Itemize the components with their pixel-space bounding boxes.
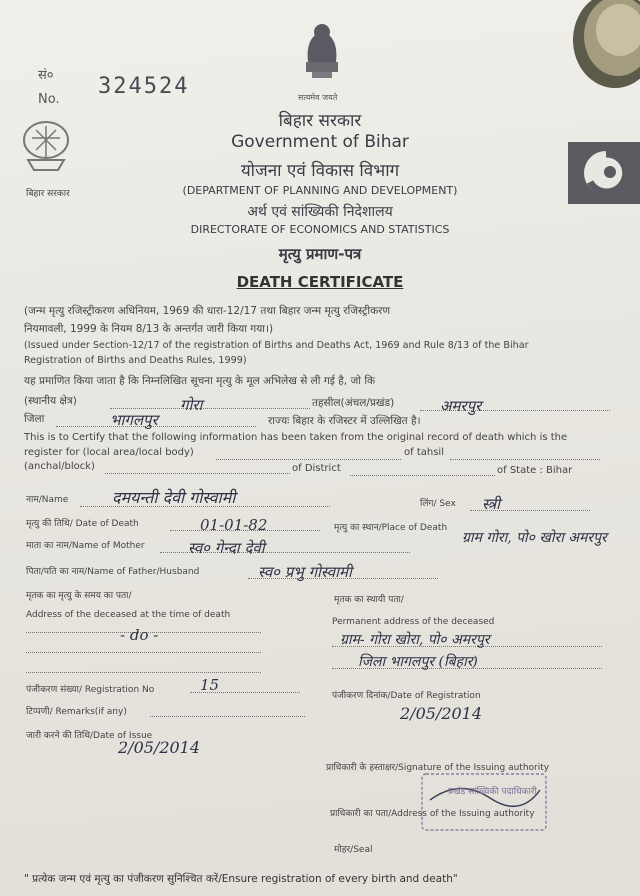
seal-label: मोहर/Seal (334, 845, 373, 855)
regdate-value: 2/05/2014 (400, 704, 483, 723)
mother-value: स्व० गेन्दा देवी (188, 539, 265, 557)
serial-number: 324524 (98, 74, 190, 99)
permanent-label-hi: मृतक का स्थायी पता/ (334, 595, 404, 605)
permanent-value-1: ग्राम- गोरा खोरा, पो० अमरपुर (340, 632, 490, 648)
local-area-value: गोरा (180, 396, 203, 414)
address-line-2 (26, 652, 261, 653)
stamp-text: प्रखंड सांख्यिकी पदाधिकारी (448, 787, 537, 797)
issue-date-value: 2/05/2014 (118, 738, 201, 757)
local-area-label-hi: (स्थानीय क्षेत्र) (24, 395, 77, 407)
name-label: नाम/Name (26, 495, 69, 505)
preamble-hindi-3: यह प्रमाणित किया जाता है कि निम्नलिखित सूचना मृत्यु के मूल अभिलेख से ली गई है, जो कि (24, 375, 376, 387)
regno-label: पंजीकरण संख्या/ Registration No (26, 685, 155, 695)
preamble-english-2: Registration of Births and Deaths Rules, 1999) (24, 355, 247, 366)
address-time-value: - do - (120, 626, 159, 644)
certify-english-1: This is to Certify that the following information has been taken from the original record of death which is the (24, 432, 568, 443)
district-label-hi: जिला (24, 413, 45, 425)
tahsil-value: अमरपुर (440, 397, 482, 415)
national-emblem-icon (292, 14, 352, 94)
serial-label-hi: सं० (38, 68, 54, 83)
permanent-value-2: जिला भागलपुर (बिहार) (358, 654, 478, 670)
remarks-label: टिप्पणी/ Remarks(if any) (26, 707, 127, 717)
pod-label: मृत्यु का स्थान/Place of Death (334, 523, 448, 533)
tahsil-en-line (450, 459, 600, 460)
issue-date-label: जारी करने की तिथि/Date of Issue (26, 731, 153, 741)
pod-value: ग्राम गोरा, पो० खोरा अमरपुर (462, 530, 607, 546)
name-value: दमयन्ती देवी गोस्वामी (112, 488, 236, 507)
address-time-label-hi: मृतक का मृत्यु के समय का पता/ (26, 591, 132, 601)
authority-address-label: प्राधिकारी का पता/Address of the Issuing authority (330, 809, 535, 819)
certify-english-2: register for (local area/local body) (24, 447, 194, 458)
preamble-hindi-1: (जन्म मृत्यु रजिस्ट्रीकरण अधिनियम, 1969 की धारा-12/17 तथा बिहार जन्म मृत्यु रजिस्ट्रीकरण (24, 305, 391, 317)
sex-label: लिंग/ Sex (420, 499, 456, 509)
dod-label: मृत्यु की तिथि/ Date of Death (26, 519, 139, 529)
certify-tahsil: of tahsil (404, 447, 444, 458)
signature-label: प्राधिकारी के हस्ताक्षर/Signature of the Issuing authority (326, 763, 550, 773)
certify-district: of District (292, 463, 341, 474)
tahsil-label-hi: तहसील(अंचल/प्रखंड) (312, 397, 395, 409)
header-english-govt: Government of Bihar (231, 132, 409, 152)
sex-value: स्त्री (482, 495, 501, 513)
header-english-dept: (DEPARTMENT OF PLANNING AND DEVELOPMENT) (182, 184, 458, 197)
header-hindi-dept: योजना एवं विकास विभाग (240, 161, 400, 181)
tree-caption: बिहार सरकार (26, 189, 70, 199)
mother-label: माता का नाम/Name of Mother (26, 541, 145, 551)
district-value: भागलपुर (110, 411, 158, 429)
title-english: DEATH CERTIFICATE (236, 273, 404, 291)
certify-state: of State : Bihar (497, 465, 573, 476)
permanent-label-en: Permanent address of the deceased (332, 617, 495, 627)
preamble-hindi-2: नियमावली, 1999 के नियम 8/13 के अन्तर्गत जारी किया गया।) (24, 323, 274, 335)
father-label: पिता/पति का नाम/Name of Father/Husband (26, 567, 200, 577)
local-area-line (110, 408, 310, 409)
district-en-line (350, 475, 495, 476)
address-line-3 (26, 672, 261, 673)
emblem-caption: सत्यमेव जयते (298, 93, 338, 102)
local-body-line (216, 459, 401, 460)
address-time-label-en: Address of the deceased at the time of death (26, 610, 231, 620)
coins-image (560, 0, 640, 105)
header-hindi-govt: बिहार सरकार (278, 111, 362, 131)
dod-value: 01-01-82 (200, 516, 268, 534)
preamble-english-1: (Issued under Section-12/17 of the registration of Births and Deaths Act, 1969 and Rule 8/13 of the Bihar (24, 340, 529, 351)
state-label-hi: राज्यः बिहार के रजिस्टर में उल्लिखित है। (268, 415, 421, 427)
regdate-label: पंजीकरण दिनांक/Date of Registration (332, 691, 481, 701)
regno-value: 15 (200, 676, 220, 694)
header-english-dir: DIRECTORATE OF ECONOMICS AND STATISTICS (190, 223, 450, 236)
title-hindi: मृत्यु प्रमाण-पत्र (278, 245, 362, 263)
remarks-line (150, 716, 305, 717)
header-hindi-dir: अर्थ एवं सांख्यिकी निदेशालय (247, 204, 393, 220)
serial-label-en: No. (38, 92, 60, 107)
official-stamp (420, 770, 550, 840)
certify-anchal: (anchal/block) (24, 461, 95, 472)
father-value: स्व० प्रभु गोस्वामी (258, 563, 352, 581)
footer-text: " प्रत्येक जन्म एवं मृत्यु का पंजीकरण सुनिश्चित करें/Ensure registration of every birth and death" (24, 873, 458, 885)
anchal-line (105, 473, 290, 474)
